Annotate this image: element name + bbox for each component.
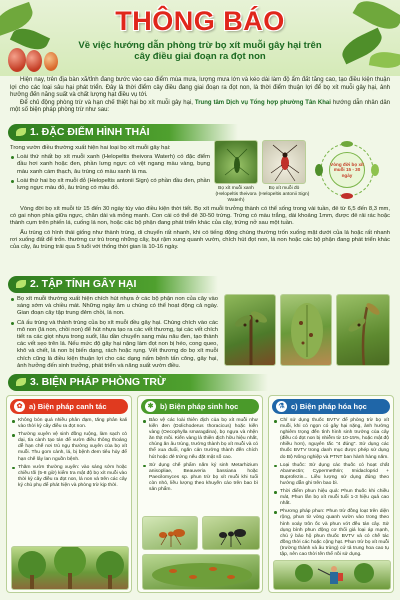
leaf-icon xyxy=(16,280,26,288)
biological-heading-label: b) Biện pháp sinh học xyxy=(160,402,239,411)
leaf-icon xyxy=(16,128,26,136)
chemical-bullet: Thời điểm phun hiệu quả: Phun thuốc khi chiều mát, Phun lần bọ xít muỗi tuổi 1-3 hiệu quả cao nhất. xyxy=(273,489,389,507)
chemical-bullet: Loại thuốc: Sử dụng các thuốc có hoạt chất Abamectin; Cypermethrin; Imidacloprid + Buprofezin... Liều lượng sử dụng đúng theo hướng dẫn ghi trên bao bì. xyxy=(273,463,389,487)
cultivation-measures-panel xyxy=(6,395,132,593)
ants-on-leaf-photo xyxy=(142,554,260,590)
cultivation-bullet: Không bón quá nhiều phân đạm, tăng phân kali vào thời kỳ cây điều ra đọt non. xyxy=(11,418,127,430)
damaged-shoot-photo xyxy=(224,294,276,366)
page-title: THÔNG BÁO xyxy=(115,6,285,36)
cashew-fruit-icon xyxy=(26,50,42,72)
leaf-icon xyxy=(16,378,26,386)
ant-icon: ✱ xyxy=(145,401,156,412)
withered-shoot-photo xyxy=(336,294,390,366)
intro-paragraph-1: Hiện nay, trên địa bàn xã/tỉnh đang bước vào cao điểm mùa mưa, lượng mưa lớn và kéo dài làm độ ẩm đất tăng cao, tạo điều kiện thuận lợi cho các loại sâu hại phát triển. Đây là thời điểm cây điều đang giai đoạn ra đọt non, là thời điểm thuận lợi để bọ xít muỗi gây hại, ảnh hưởng đến năng suất và chất lượng hạt điều vụ tới. xyxy=(10,77,390,99)
cashew-orchard-photo xyxy=(11,546,129,590)
damaged-leaves-photo xyxy=(280,294,332,366)
biological-measures-panel xyxy=(137,395,263,593)
intro-p2-suffix: hướng dẫn nhân dân một số biện pháp phòng trừ như sau: xyxy=(10,99,391,114)
section-1-lead: Trong vườn điều thường xuất hiện hai loại bọ xít muỗi gây hại: xyxy=(10,145,171,151)
intro-paragraph-2 xyxy=(10,100,390,115)
cultivation-measures-heading xyxy=(10,399,128,414)
section-2-text xyxy=(10,296,218,372)
red-mosquito-bug-photo xyxy=(262,140,306,184)
section-1-heading-label: 1. ĐẶC ĐIỂM HÌNH THÁI xyxy=(30,126,150,138)
chemical-heading-label: c) Biện pháp hóa học xyxy=(291,402,367,411)
green-bug-caption: Bọ xít muỗi xanh (Helopeltis theivora Waterh) xyxy=(215,186,257,203)
cultivation-measures-text xyxy=(11,418,127,491)
section-1-heading xyxy=(8,124,238,141)
spraying-worker-photo xyxy=(273,560,391,590)
intro-p2-prefix: Để chủ động phòng trừ và hạn chế thiệt hại bọ xít muỗi gây hại, xyxy=(20,99,195,106)
cashew-fruit-icon xyxy=(8,48,26,72)
section-1-bullet: Loài thứ nhất bọ xít muỗi xanh (Helopeltis theivora Waterh) có đặc điểm đầu hơi xanh hoặc đen, phần lưng ngực có vệt ngang màu vàng, bụng màu xanh cám thạch, âu trùng có màu xanh lá ma. xyxy=(10,154,210,176)
section-2-heading-label: 2. TẬP TÍNH GÂY HẠI xyxy=(30,278,137,290)
cultivation-heading-label: a) Biện pháp canh tác xyxy=(29,402,107,411)
cultivation-bullet: Thường xuyên vệ sinh đồng ruộng, làm sạch cỏ dại, tỉa cành tạo tán để vườn điều thông thoáng dễ hạn chế nơi trú ngụ thường xuyên của bọ xít muỗi. Thu gom cành, lá, bị bệnh đem tiêu hủy để hạn chế lây lan nguồn bệnh. xyxy=(11,432,127,462)
biological-bullet: Sử dụng chế phẩm nấm ký sinh Metarhizium anisopliae, Beauveria bassiana hoặc Paecilomyces sp. phun trừ bọ xít muỗi khi tuổi còn nhỏ, liều lượng theo khuyến cáo trên bao bì sản phẩm. xyxy=(142,463,258,493)
life-cycle-label: Vòng đời bọ xít muỗi 15 - 30 ngày xyxy=(329,152,365,188)
section-1-details xyxy=(10,206,390,253)
header-banner xyxy=(0,0,400,76)
section-2-bullet: Cả ấu trùng và thành trùng của bọ xít muỗi đều gây hại. Chúng chích vào các mô non (lá non, chồi non) để hút nhựa tạo ra các vết thương, tại các vết chích tiết ra các giọt nhựa trong suốt, lâu dần chuyển sang màu nâu đen, tạo thành các vết sẹo trên lá. Nếu mức độ gây hại nặng làm đọt non bị héo, cong queo, khô và chết, lá non bị biến dạng, rách hoặc rụng. Vết thương do bọ xít muỗi chích cũng là điều kiện thuận lợi cho các dạng nấm bệnh tấn công, gây hại, ảnh hưởng đến sinh trưởng, phát triển và năng suất vườn điều. xyxy=(10,320,218,370)
biological-bullet: Bảo vệ các loài thiên địch của bọ xít muỗi như kiến đen (Dolichoderus thoracicus) hoặc kiến vàng (Oecophylla smaragdina), bọ ngựa và nhện ăn thịt mồi. Kiến vàng là thiên địch hữu hiệu nhất, chúng ăn âu trùng, trưởng thành bọ xít muỗi và có thể xua đuổi, ngăn cản trưởng thành đến chích hút hoặc đẻ trứng nếu đặt mật số cao. xyxy=(142,418,258,461)
section-1-paragraph-4: Ấu trùng có hình thái giống như thành trùng, di chuyển rất nhanh, khi có tiếng động chúng thường trốn xuống mặt dưới của lá hoặc rất nhanh rơi xuống đất để trốn. thường cư trú trong những cây, bụi rậm xung quanh vườn, chích hút đọt non, lá non hoặc các bộ phận đang phát triển khác của cây, âu trùng trải qua 5 tuổi với thống thời gian là 10-16 ngày. xyxy=(10,229,390,251)
cultivation-bullet: Thăm vườn thường xuyên: vào sáng sớm hoặc chiều tối (5-8 giờ) kiểm tra mật độ bọ xít muỗi vào thời kỳ cây điều ra đọt non, lá non và trên các cây ký chủ phụ để phát hiện và phòng trừ kịp thời. xyxy=(11,465,127,489)
section-3-heading xyxy=(8,374,268,391)
biological-measures-heading xyxy=(141,399,259,414)
page-subtitle: Về việc hướng dẫn phòng trừ bọ xít muỗi gây hại trên cây điều giai đoạn ra đọt non xyxy=(78,40,322,62)
biological-measures-text xyxy=(142,418,258,495)
cashew-fruit-icon xyxy=(44,52,58,71)
intro-org-name: Trung tâm Dịch vụ Tổng hợp phường Tân Khai xyxy=(194,99,331,106)
section-2-bullet: Bọ xít muỗi thường xuất hiện chích hút nhựa ở các bộ phận non của cây vào sáng sớm và chiều mát. Những ngày âm u chúng có thể hoạt động cả ngày. Gian đoạn cây tập trung đẻm chồi, lá non. xyxy=(10,296,218,318)
tractor-icon: ✿ xyxy=(14,401,25,412)
section-1-bullet: Loài thứ hai bọ xít muỗi đỏ (Helopeltis antonii Sign) có phần đầu đen, phần lưng ngực màu đỏ, âu trùng có màu đỏ. xyxy=(10,178,210,192)
red-bug-caption: Bọ xít muỗi đỏ (Helopeltis antonii Sign) xyxy=(258,186,310,197)
section-2-heading xyxy=(8,276,218,293)
chemical-bullet: Chỉ sử dụng thuốc BVTV để phòng trừ bọ xít muỗi, khi có ngọn có gây hại nặng, ảnh hưởng nghiêm trọng đến tình hình sinh trưởng của cây (điều có đọt non bị nhiễm từ 10-15%, hoặc mật độ nhiều hơn), nguyên tắc "4 đúng". Sử dụng các thuốc BVTV trong danh mục được phép sử dụng do Bộ Nông nghiệp và PTNT ban hành hàng năm. xyxy=(273,418,389,461)
weaver-ant-photo xyxy=(142,516,198,550)
chemical-measures-heading xyxy=(272,399,390,414)
section-1-paragraph-3: Vòng đời bọ xít muỗi từ 15 đến 30 ngày tùy vào điều kiện thời tiết. Bọ xít muỗi trưởng thành có thể sống trong vài tuần, đẻ từ 6,5 đến 8,3 mm, có gai nhọn phía giữa ngực, chân dài và mỏng manh. Con cái có thể đẻ 30-50 trứng. Trứng có màu trắng, dài khoảng 1mm, được đẻ rải rác hoặc thành cụm trên phiến lá, cuống lá non, hoặc các bộ phận đang phát triển khác của cây, trứng nở sau một tuần. xyxy=(10,206,390,227)
chemical-bullet: Phương pháp phun: Phun trừ đồng loạt trên diện rộng, phun từ vòng quanh vườn vào trong theo hình xoáy trôn ốc và phun vớt đều tán cây. Sử dụng bình phun động cơ thổi giá loại áp mạnh, chú ý bảo hộ phun thuốc BVTV và có chế tác đồng thời các hoặc cộng hạt. Phun trừ bọ xít muỗi (trường thành và âu trùng) cứ tả trung hoa cao tụ tập, nên cao thời tên thể nồi sử dụng. xyxy=(273,509,389,558)
section-1-text xyxy=(10,145,210,194)
life-cycle-diagram xyxy=(305,140,389,200)
chemical-measures-panel xyxy=(268,395,394,593)
chemical-measures-text xyxy=(273,418,389,560)
green-mosquito-bug-photo xyxy=(214,140,258,184)
black-ant-photo xyxy=(202,516,260,550)
spray-bottle-icon: ⚗ xyxy=(276,401,287,412)
section-3-heading-label: 3. BIỆN PHÁP PHÒNG TRỪ xyxy=(30,376,166,388)
intro-text xyxy=(10,77,390,115)
leaf-decoration-icon xyxy=(369,49,400,70)
